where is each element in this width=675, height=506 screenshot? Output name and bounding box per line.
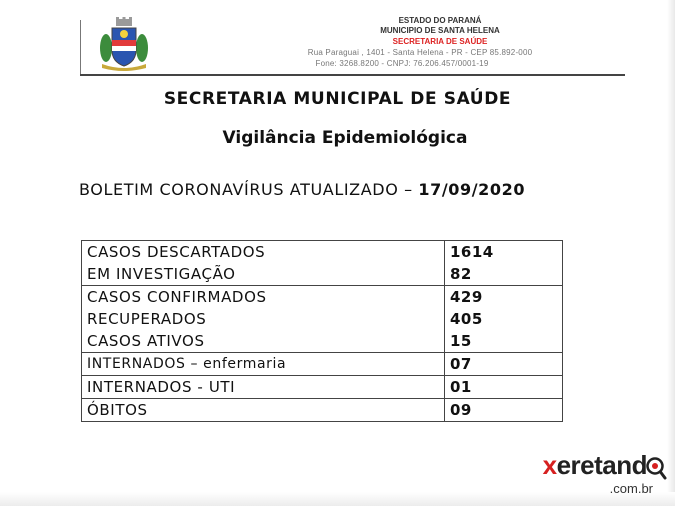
row-value: 1614	[445, 241, 563, 264]
row-label: CASOS CONFIRMADOS	[82, 286, 445, 309]
watermark-brand-rest: eretand	[556, 450, 647, 480]
row-value: 82	[445, 263, 563, 286]
row-value: 15	[445, 330, 563, 353]
bulletin-date: 17/09/2020	[418, 180, 526, 199]
table-row	[82, 308, 563, 330]
address: Rua Paraguai , 1401 - Santa Helena - PR - CEP 85.892-000	[307, 48, 533, 57]
municipal-crest-icon	[96, 16, 152, 72]
table-row	[82, 353, 563, 376]
row-label: INTERNADOS - UTI	[82, 376, 445, 399]
row-label: CASOS DESCARTADOS	[82, 241, 445, 264]
bulletin-label: BOLETIM CORONAVÍRUS ATUALIZADO –	[79, 180, 419, 199]
table-row	[82, 286, 563, 309]
row-value: 01	[445, 376, 563, 399]
document-subtitle: Vigilância Epidemiológica	[222, 128, 468, 148]
state-name: ESTADO DO PARANÁ	[398, 16, 482, 25]
covid-stats-table	[81, 240, 563, 422]
department-name: SECRETARIA DE SAÚDE	[392, 37, 488, 46]
table-row	[82, 263, 563, 286]
row-label: EM INVESTIGAÇÃO	[82, 263, 445, 286]
letterhead-text	[260, 16, 620, 69]
table-row	[82, 376, 563, 399]
watermark-domain: .com.br	[609, 481, 653, 496]
row-label: CASOS ATIVOS	[82, 330, 445, 353]
watermark	[509, 450, 669, 500]
page-edge	[667, 0, 675, 506]
watermark-brand	[543, 450, 647, 481]
row-value: 07	[445, 353, 563, 376]
table-row	[82, 241, 563, 264]
table-row	[82, 399, 563, 422]
watermark-brand-x: x	[542, 450, 557, 480]
row-value: 429	[445, 286, 563, 309]
row-label: ÓBITOS	[82, 399, 445, 422]
divider	[80, 20, 81, 74]
row-label: RECUPERADOS	[82, 308, 445, 330]
row-value: 09	[445, 399, 563, 422]
document-title: SECRETARIA MUNICIPAL DE SAÚDE	[163, 89, 512, 109]
table-row	[82, 330, 563, 353]
row-label: INTERNADOS – enfermaria	[82, 353, 445, 376]
letterhead	[80, 14, 625, 76]
phone-cnpj: Fone: 3268.8200 - CNPJ: 76.206.457/0001-19	[315, 59, 489, 68]
municipality-name: MUNICIPIO DE SANTA HELENA	[380, 26, 500, 35]
row-value: 405	[445, 308, 563, 330]
magnifier-icon	[645, 456, 667, 480]
bulletin-heading	[79, 180, 525, 199]
